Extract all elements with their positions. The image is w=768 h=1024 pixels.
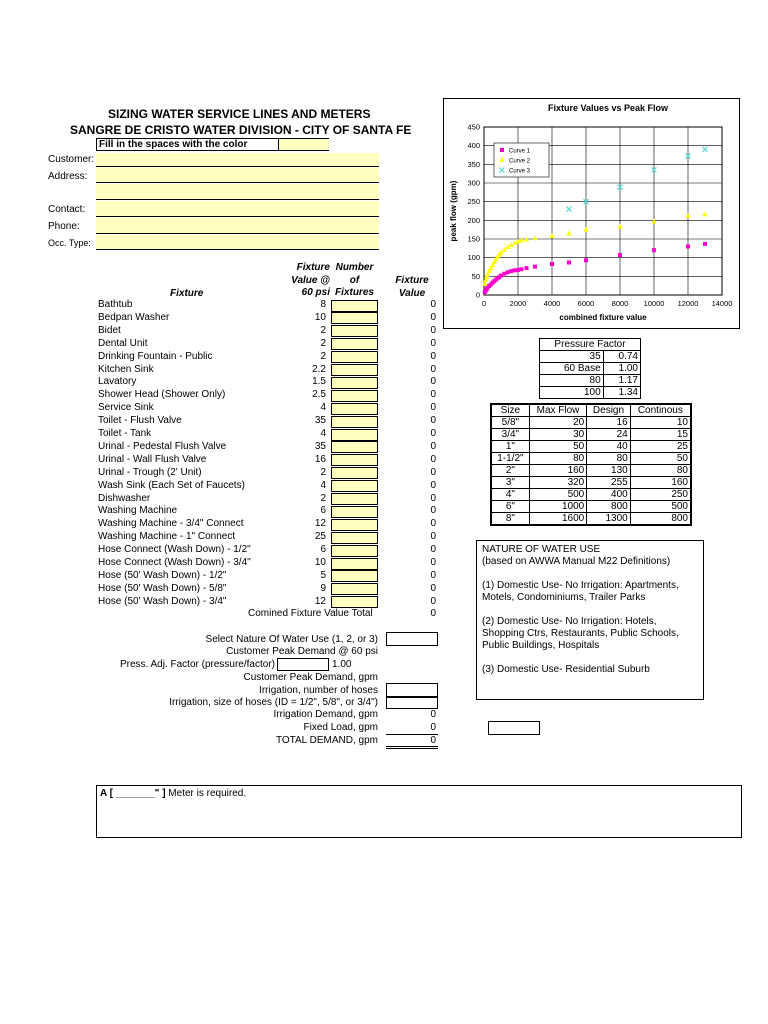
legend-label: Curve 3 bbox=[509, 168, 531, 175]
meter-note-box bbox=[96, 785, 742, 838]
fixed-load-value: 0 bbox=[430, 722, 436, 733]
phone-label: Phone: bbox=[48, 221, 80, 232]
fixture-name: Washing Machine - 3/4" Connect bbox=[98, 518, 244, 530]
data-point-curve-1 bbox=[567, 261, 571, 265]
fixture-row bbox=[98, 428, 438, 441]
fixture-total-value: 0 bbox=[430, 608, 436, 619]
size-table-cell: 4" bbox=[491, 489, 529, 501]
size-table-row bbox=[491, 489, 691, 501]
fixture-count-input[interactable] bbox=[331, 596, 378, 608]
size-table-cell: 160 bbox=[630, 477, 691, 489]
fixture-value: 25 bbox=[314, 531, 326, 543]
fixture-count-input[interactable] bbox=[331, 441, 378, 453]
x-tick-label: 10000 bbox=[643, 299, 665, 308]
size-table-cell: 800 bbox=[587, 501, 630, 513]
fixture-name: Drinking Fountain - Public bbox=[98, 350, 213, 362]
fixture-name: Dental Unit bbox=[98, 337, 148, 349]
fixture-count-input[interactable] bbox=[331, 351, 378, 363]
y-tick-label: 250 bbox=[467, 197, 480, 207]
size-table-cell: 10 bbox=[630, 417, 691, 429]
x-tick-label: 6000 bbox=[577, 299, 595, 308]
fixed-load-label: Fixed Load, gpm bbox=[303, 722, 378, 733]
fixture-row bbox=[98, 480, 438, 493]
fixture-count-input[interactable] bbox=[331, 377, 378, 389]
irrigation-size-label: Irrigation, size of hoses (ID = 1/2", 5/8", or 3/4") bbox=[169, 697, 378, 708]
x-tick-label: 8000 bbox=[611, 299, 629, 308]
press-adj-value: 1.00 bbox=[332, 659, 352, 670]
customer-field[interactable] bbox=[96, 153, 379, 167]
address-label: Address: bbox=[48, 171, 88, 182]
y-tick-label: 300 bbox=[467, 178, 480, 188]
pressure-factor-row bbox=[540, 363, 641, 375]
y-tick-label: 400 bbox=[467, 141, 480, 151]
fixture-value: 2 bbox=[320, 466, 326, 478]
press-adj-input[interactable] bbox=[277, 658, 329, 671]
fixture-total: 0 bbox=[430, 544, 436, 556]
address-field-line1[interactable] bbox=[96, 167, 379, 183]
fixture-count-input[interactable] bbox=[331, 480, 378, 492]
total-underline-1 bbox=[386, 746, 438, 747]
fixture-row bbox=[98, 325, 438, 338]
size-table-cell: 1000 bbox=[529, 501, 586, 513]
fixture-value: 5 bbox=[320, 569, 326, 581]
irrigation-hoses-label: Irrigation, number of hoses bbox=[259, 685, 378, 696]
meter-size-table bbox=[490, 403, 692, 526]
fixture-name: Wash Sink (Each Set of Faucets) bbox=[98, 479, 245, 491]
size-table-row bbox=[491, 477, 691, 489]
size-table-cell: 5/8" bbox=[491, 417, 529, 429]
fixture-row bbox=[98, 364, 438, 377]
pressure-value: 80 bbox=[540, 375, 604, 387]
size-table-cell: 40 bbox=[587, 441, 630, 453]
size-table-cell: 255 bbox=[587, 477, 630, 489]
pressure-value: 35 bbox=[540, 351, 604, 363]
data-point-curve-1 bbox=[533, 265, 537, 269]
fixture-row bbox=[98, 454, 438, 467]
data-point-curve-1 bbox=[502, 272, 506, 276]
result-input[interactable] bbox=[488, 721, 540, 735]
fixture-total: 0 bbox=[430, 415, 436, 427]
pressure-factor-table bbox=[539, 338, 641, 399]
fixture-value: 10 bbox=[314, 311, 326, 323]
fixture-total: 0 bbox=[430, 311, 436, 323]
fixture-total: 0 bbox=[430, 337, 436, 349]
fixture-total: 0 bbox=[430, 324, 436, 336]
fixture-count-input[interactable] bbox=[331, 300, 378, 312]
fixture-value: 6 bbox=[320, 544, 326, 556]
fixture-name: Service Sink bbox=[98, 402, 154, 414]
fixture-value: 8 bbox=[320, 299, 326, 310]
chart-panel bbox=[443, 98, 740, 329]
total-demand-label: TOTAL DEMAND, gpm bbox=[275, 735, 378, 746]
size-table-cell: 250 bbox=[630, 489, 691, 501]
fixture-name: Urinal - Pedestal Flush Valve bbox=[98, 440, 227, 452]
fixture-count-input[interactable] bbox=[331, 583, 378, 595]
fixture-count-input[interactable] bbox=[331, 570, 378, 582]
pressure-factor-row bbox=[540, 387, 641, 399]
fixture-total: 0 bbox=[430, 453, 436, 465]
fixture-row bbox=[98, 415, 438, 428]
fixture-name: Hose Connect (Wash Down) - 1/2" bbox=[98, 544, 251, 556]
page-title: SIZING WATER SERVICE LINES AND METERS bbox=[108, 107, 371, 121]
size-table-cell: 80 bbox=[529, 453, 586, 465]
size-table-row bbox=[491, 501, 691, 513]
fixture-count-input[interactable] bbox=[331, 390, 378, 402]
fixture-value: 2.2 bbox=[312, 363, 326, 375]
fixture-value: 2.5 bbox=[312, 389, 326, 401]
size-table-cell: 500 bbox=[529, 489, 586, 501]
fixture-count-input[interactable] bbox=[331, 532, 378, 544]
fixture-total: 0 bbox=[430, 350, 436, 362]
col-header-fixture-value: Fixture Value @ 60 psi bbox=[291, 262, 330, 298]
fixture-total: 0 bbox=[430, 582, 436, 594]
fixture-value: 1.5 bbox=[312, 376, 326, 388]
pressure-value: 100 bbox=[540, 387, 604, 399]
fixture-name: Dishwasher bbox=[98, 492, 151, 504]
total-divider-top bbox=[386, 734, 438, 735]
fixture-count-input[interactable] bbox=[331, 519, 378, 531]
factor-value: 0.74 bbox=[603, 351, 640, 363]
size-table-row bbox=[491, 429, 691, 441]
data-point-curve-1 bbox=[506, 270, 510, 274]
fixture-value: 2 bbox=[320, 350, 326, 362]
size-table-header: Continous bbox=[630, 404, 691, 417]
meter-size-blank: A [ _______" ] bbox=[100, 788, 166, 799]
fixture-name: Toilet - Tank bbox=[98, 428, 152, 439]
nature-option-3: (3) Domestic Use- Residential Suburb bbox=[482, 664, 650, 675]
legend-label: Curve 2 bbox=[509, 158, 531, 165]
nature-box-subtitle: (based on AWWA Manual M22 Definitions) bbox=[482, 556, 671, 567]
fixture-row bbox=[98, 441, 438, 454]
data-point-curve-1 bbox=[652, 248, 656, 252]
meter-note-text: Meter is required. bbox=[165, 788, 247, 799]
fixture-value: 12 bbox=[314, 595, 326, 607]
col-header-fixture-total: Fixture Value bbox=[395, 275, 429, 299]
fixture-name: Kitchen Sink bbox=[98, 363, 154, 375]
col-header-number-of-fixtures: Number of Fixtures bbox=[335, 262, 374, 298]
legend-marker bbox=[500, 148, 504, 152]
fixture-value: 4 bbox=[320, 402, 326, 414]
fill-note-text: Fill in the spaces with the color bbox=[99, 139, 248, 150]
y-tick-label: 0 bbox=[475, 290, 480, 300]
fixture-row bbox=[98, 299, 438, 312]
size-table-row bbox=[491, 453, 691, 465]
data-point-curve-1 bbox=[618, 253, 622, 257]
size-table-cell: 1-1/2" bbox=[491, 453, 529, 465]
fixture-row bbox=[98, 389, 438, 402]
fixture-row bbox=[98, 402, 438, 415]
fixture-row bbox=[98, 583, 438, 596]
occ-type-label: Occ. Type: bbox=[48, 238, 91, 248]
x-axis-label: combined fixture value bbox=[559, 313, 647, 322]
size-table-cell: 3/4" bbox=[491, 429, 529, 441]
data-point-curve-1 bbox=[584, 258, 588, 262]
fixture-value: 4 bbox=[320, 428, 326, 439]
peak-flow-chart bbox=[444, 99, 739, 328]
fixture-row bbox=[98, 544, 438, 557]
fixture-count-input[interactable] bbox=[331, 312, 378, 324]
phone-field[interactable] bbox=[96, 218, 379, 234]
fixture-total: 0 bbox=[430, 299, 436, 310]
fixture-count-input[interactable] bbox=[331, 364, 378, 376]
fixture-total: 0 bbox=[430, 440, 436, 452]
fixture-count-input[interactable] bbox=[331, 454, 378, 466]
factor-value: 1.17 bbox=[603, 375, 640, 387]
size-table-row bbox=[491, 417, 691, 429]
size-table-header: Design bbox=[587, 404, 630, 417]
size-table-header: Size bbox=[491, 404, 529, 417]
size-table-header: Max Flow bbox=[529, 404, 586, 417]
fixture-name: Lavatory bbox=[98, 376, 137, 388]
y-tick-label: 50 bbox=[471, 271, 480, 281]
fixture-name: Hose (50' Wash Down) - 1/2" bbox=[98, 569, 227, 581]
nature-of-use-box bbox=[476, 540, 704, 700]
fixture-total: 0 bbox=[430, 428, 436, 439]
size-table-cell: 80 bbox=[587, 453, 630, 465]
size-table-cell: 800 bbox=[630, 513, 691, 526]
fixture-total: 0 bbox=[430, 557, 436, 568]
size-table-cell: 2" bbox=[491, 465, 529, 477]
fixture-total: 0 bbox=[430, 595, 436, 607]
fixture-row bbox=[98, 493, 438, 506]
fixture-name: Hose (50' Wash Down) - 3/4" bbox=[98, 595, 227, 607]
fixture-total: 0 bbox=[430, 518, 436, 530]
fixture-count-input[interactable] bbox=[331, 325, 378, 337]
fixture-total: 0 bbox=[430, 569, 436, 581]
y-tick-label: 200 bbox=[467, 215, 480, 225]
size-table-cell: 30 bbox=[529, 429, 586, 441]
fixture-count-input[interactable] bbox=[331, 506, 378, 518]
fixture-total: 0 bbox=[430, 505, 436, 517]
fixture-count-input[interactable] bbox=[331, 338, 378, 350]
total-demand-value: 0 bbox=[430, 735, 436, 746]
data-point-curve-1 bbox=[686, 244, 690, 248]
pressure-value: 60 Base bbox=[540, 363, 604, 375]
chart-title: Fixture Values vs Peak Flow bbox=[547, 103, 669, 113]
fixture-total: 0 bbox=[430, 479, 436, 491]
fixture-value: 12 bbox=[314, 518, 326, 530]
fixture-total-label: Comined Fixture Value Total bbox=[248, 608, 373, 619]
data-point-curve-1 bbox=[519, 267, 523, 271]
address-field-line2[interactable] bbox=[96, 184, 379, 200]
fixture-value: 2 bbox=[320, 337, 326, 349]
x-tick-label: 4000 bbox=[543, 299, 561, 308]
data-point-curve-1 bbox=[525, 266, 529, 270]
fixture-value: 6 bbox=[320, 505, 326, 517]
nature-label: Select Nature Of Water Use (1, 2, or 3) bbox=[205, 634, 378, 645]
size-table-cell: 8" bbox=[491, 513, 529, 526]
page-subtitle: SANGRE DE CRISTO WATER DIVISION - CITY OF SANTA FE bbox=[70, 123, 412, 137]
fixture-row bbox=[98, 376, 438, 389]
y-tick-label: 100 bbox=[467, 253, 480, 263]
fixture-total: 0 bbox=[430, 376, 436, 388]
size-table-cell: 320 bbox=[529, 477, 586, 489]
contact-field[interactable] bbox=[96, 201, 379, 217]
size-table-cell: 160 bbox=[529, 465, 586, 477]
fixture-row bbox=[98, 518, 438, 531]
irrigation-demand-value: 0 bbox=[430, 709, 436, 720]
customer-label: Customer: bbox=[48, 154, 95, 165]
legend-label: Curve 1 bbox=[509, 148, 531, 155]
size-table-cell: 500 bbox=[630, 501, 691, 513]
size-table-cell: 15 bbox=[630, 429, 691, 441]
fixture-total: 0 bbox=[430, 531, 436, 543]
size-table-cell: 50 bbox=[529, 441, 586, 453]
contact-label: Contact: bbox=[48, 204, 86, 215]
size-table-cell: 16 bbox=[587, 417, 630, 429]
x-tick-label: 14000 bbox=[711, 299, 733, 308]
size-table-cell: 20 bbox=[529, 417, 586, 429]
pressure-factor-row bbox=[540, 351, 641, 363]
fixture-value: 16 bbox=[314, 453, 326, 465]
irrigation-demand-label: Irrigation Demand, gpm bbox=[273, 709, 378, 720]
size-table-cell: 1300 bbox=[587, 513, 630, 526]
size-table-row bbox=[491, 465, 691, 477]
fixture-total: 0 bbox=[430, 402, 436, 414]
size-table-cell: 1" bbox=[491, 441, 529, 453]
data-point-curve-1 bbox=[499, 274, 503, 278]
color-swatch bbox=[278, 139, 329, 150]
data-point-curve-1 bbox=[703, 242, 707, 246]
fixture-name: Washing Machine - 1" Connect bbox=[98, 531, 236, 543]
fixture-value: 35 bbox=[314, 440, 326, 452]
fixture-row bbox=[98, 467, 438, 480]
fixture-count-input[interactable] bbox=[331, 429, 378, 441]
fixture-row bbox=[98, 351, 438, 364]
nature-option-2: (2) Domestic Use- No Irrigation: Hotels, Shopping Ctrs, Restaurants, Public Schools, Public Buildings, Hospitals bbox=[482, 616, 679, 651]
fixture-value: 35 bbox=[314, 415, 326, 427]
data-point-curve-1 bbox=[550, 262, 554, 266]
irrigation-hoses-input[interactable] bbox=[386, 683, 438, 697]
factor-value: 1.00 bbox=[603, 363, 640, 375]
fixture-name: Bathtub bbox=[98, 299, 133, 310]
peak-demand-label: Customer Peak Demand @ 60 psi bbox=[226, 646, 378, 657]
size-table-cell: 80 bbox=[630, 465, 691, 477]
total-underline-2 bbox=[386, 748, 438, 749]
fixture-value: 10 bbox=[314, 557, 326, 568]
fixture-row bbox=[98, 338, 438, 351]
fixture-value: 2 bbox=[320, 324, 326, 336]
fixture-name: Bidet bbox=[98, 324, 121, 336]
fixture-name: Bedpan Washer bbox=[98, 311, 170, 323]
y-axis-label: peak flow (gpm) bbox=[449, 180, 458, 242]
size-table-cell: 25 bbox=[630, 441, 691, 453]
irrigation-size-input[interactable] bbox=[386, 697, 438, 709]
fixture-value: 4 bbox=[320, 479, 326, 491]
size-table-cell: 6" bbox=[491, 501, 529, 513]
pressure-factor-row bbox=[540, 375, 641, 387]
nature-option-1: (1) Domestic Use- No Irrigation: Apartments, Motels, Condominiums, Trailer Parks bbox=[482, 580, 679, 603]
size-table-row bbox=[491, 441, 691, 453]
fixture-count-input[interactable] bbox=[331, 403, 378, 415]
x-tick-label: 0 bbox=[481, 299, 487, 308]
fixture-count-input[interactable] bbox=[331, 545, 378, 557]
fixture-name: Hose Connect (Wash Down) - 3/4" bbox=[98, 557, 251, 568]
y-tick-label: 150 bbox=[467, 234, 480, 244]
fixture-row bbox=[98, 531, 438, 544]
factor-value: 1.34 bbox=[603, 387, 640, 399]
fill-note-box bbox=[96, 138, 329, 151]
y-tick-label: 450 bbox=[467, 122, 480, 132]
fixture-name: Toilet - Flush Valve bbox=[98, 415, 182, 427]
size-table-row bbox=[491, 513, 691, 526]
fixture-total: 0 bbox=[430, 389, 436, 401]
fixture-name: Urinal - Wall Flush Valve bbox=[98, 453, 207, 465]
nature-input[interactable] bbox=[386, 632, 438, 646]
y-tick-label: 350 bbox=[467, 159, 480, 169]
press-adj-label: Press. Adj. Factor (pressure/factor) bbox=[119, 659, 275, 670]
col-header-fixture: Fixture bbox=[170, 288, 204, 299]
size-table-cell: 24 bbox=[587, 429, 630, 441]
size-table-cell: 3" bbox=[491, 477, 529, 489]
fixture-name: Urinal - Trough (2' Unit) bbox=[98, 466, 202, 478]
fixture-total: 0 bbox=[430, 492, 436, 504]
occ-type-field[interactable] bbox=[96, 235, 379, 250]
fixture-name: Shower Head (Shower Only) bbox=[98, 389, 226, 401]
fixture-name: Washing Machine bbox=[98, 505, 178, 517]
size-table-cell: 1600 bbox=[529, 513, 586, 526]
size-table-cell: 50 bbox=[630, 453, 691, 465]
fixture-value: 2 bbox=[320, 492, 326, 504]
fixture-total: 0 bbox=[430, 363, 436, 375]
fixture-row bbox=[98, 557, 438, 570]
fixture-count-input[interactable] bbox=[331, 493, 378, 505]
nature-box-title: NATURE OF WATER USE bbox=[482, 544, 601, 555]
fixture-name: Hose (50' Wash Down) - 5/8" bbox=[98, 582, 227, 594]
size-table-cell: 400 bbox=[587, 489, 630, 501]
x-tick-label: 2000 bbox=[509, 299, 527, 308]
x-tick-label: 12000 bbox=[677, 299, 699, 308]
fixture-row bbox=[98, 596, 438, 609]
pressure-factor-header: Pressure Factor bbox=[540, 339, 641, 351]
fixture-row bbox=[98, 570, 438, 583]
fixture-count-input[interactable] bbox=[331, 467, 378, 479]
fixture-value: 9 bbox=[320, 582, 326, 594]
fixture-row bbox=[98, 312, 438, 325]
fixture-count-input[interactable] bbox=[331, 416, 378, 428]
size-table-cell: 130 bbox=[587, 465, 630, 477]
customer-peak-demand-label: Customer Peak Demand, gpm bbox=[243, 672, 378, 683]
fixture-total: 0 bbox=[430, 466, 436, 478]
fixture-count-input[interactable] bbox=[331, 558, 378, 570]
fixture-row bbox=[98, 505, 438, 518]
